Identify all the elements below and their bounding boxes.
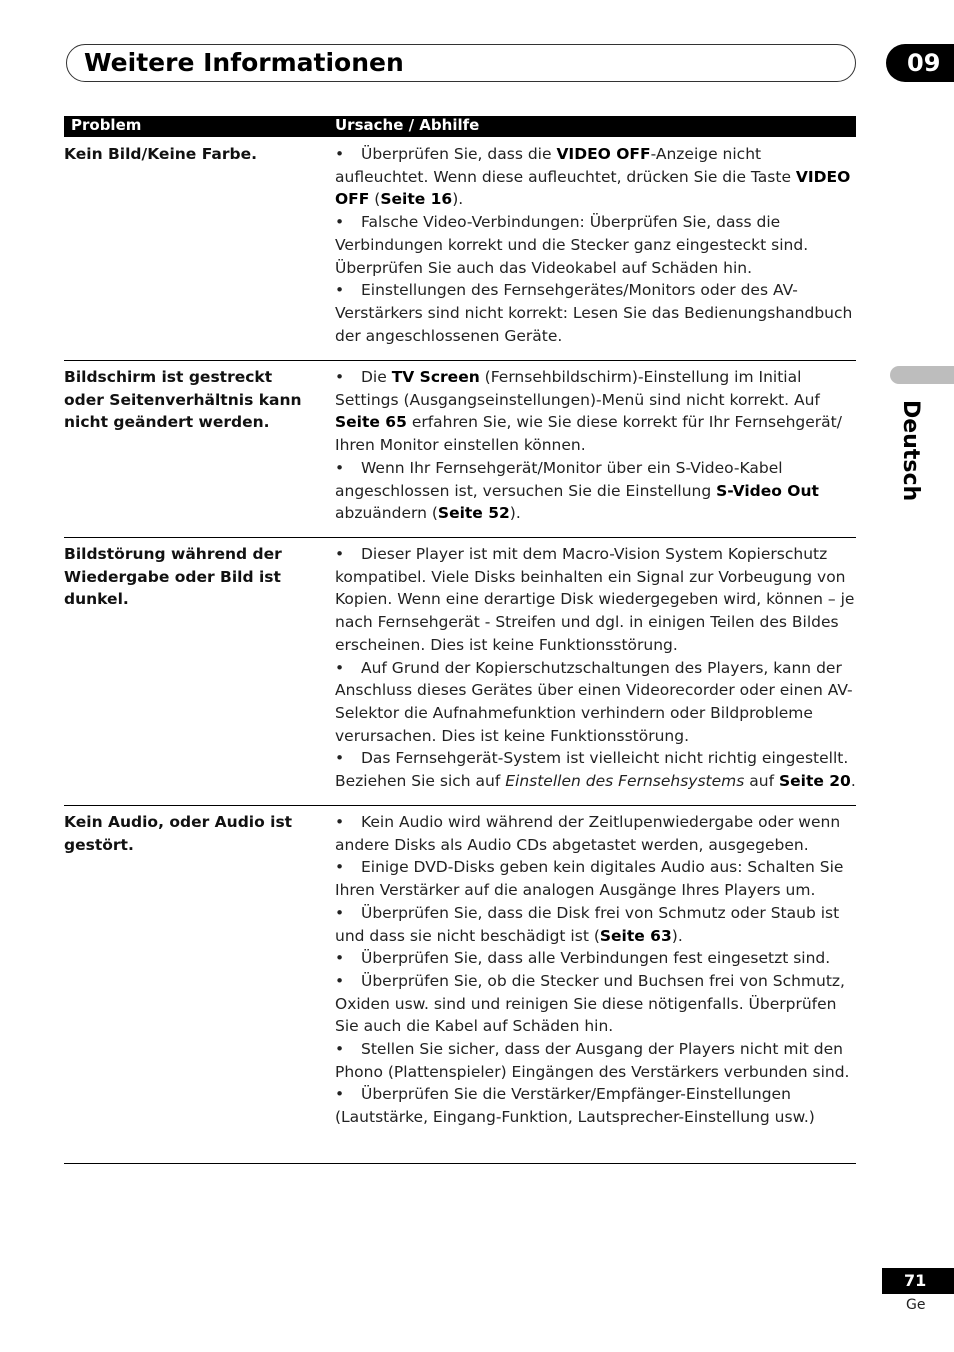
bullet-icon: • (335, 545, 345, 563)
bullet-icon: • (335, 145, 345, 163)
bullet-icon: • (335, 368, 345, 386)
remedy-bullet-item: • Falsche Video-Verbindungen: Überprüfen Sie, dass die Verbindungen korrekt und die Stecker ganz eingesteckt sind. Überprüfen Sie auch das Videokabel auf Schäden hin. (335, 213, 809, 277)
table-row (64, 805, 856, 1164)
bullet-icon: • (335, 1040, 345, 1059)
bullet-icon: • (335, 903, 345, 922)
table-row (64, 360, 856, 538)
language-label: Deutsch (898, 400, 923, 502)
remedy-bullet-item: • Wenn Ihr Fernsehgerät/Monitor über ein S-Video-Kabel angeschlossen ist, versuchen Sie die Einstellung S-Video Out abzuändern (Seite 52). (335, 458, 819, 523)
bullet-icon: • (335, 1085, 345, 1104)
bullet-icon: • (335, 213, 345, 232)
bullet-icon: • (335, 858, 345, 877)
bullet-icon: • (335, 813, 345, 831)
cause-remedy-text (335, 543, 859, 793)
remedy-bullet-item: • Die TV Screen (Fernsehbildschirm)-Einstellung im Initial Settings (Ausgangseinstellungen)-Menü sind nicht korrekt. Auf Seite 65 erfahren Sie, wie Sie diese korrekt für Ihr Fernsehgerät/ Ihren Monitor einstellen können. (335, 368, 842, 455)
problem-text: Bildschirm ist gestreckt oder Seitenverhältnis kann nicht geändert werden. (64, 368, 302, 431)
remedy-bullet-item: • Einstellungen des Fernsehgerätes/Monitors oder des AV-Verstärkers sind nicht korrekt: Lesen Sie das Bedienungshandbuch der angeschlossenen Geräte. (335, 281, 853, 345)
chapter-title: Weitere Informationen (84, 48, 404, 77)
remedy-bullet-item: • Kein Audio wird während der Zeitlupenwiedergabe oder wenn andere Disks als Audio CDs abgetastet werden, ausgegeben. (335, 813, 841, 854)
chapter-header (66, 44, 856, 82)
remedy-bullet-item: • Überprüfen Sie, dass die Disk frei von Schmutz oder Staub ist und dass sie nicht beschädigt ist (Seite 63). (335, 903, 840, 945)
problem-text: Kein Audio, oder Audio ist gestört. (64, 813, 293, 854)
remedy-bullet-item: • Überprüfen Sie, dass die VIDEO OFF-Anzeige nicht aufleuchtet. Wenn diese aufleuchtet, drücken Sie die Taste VIDEO OFF (Seite 16). (335, 145, 851, 209)
remedy-bullet-item: • Dieser Player ist mit dem Macro-Vision System Kopierschutz kompatibel. Viele Disks beinhalten ein Signal zur Vorbeugung von Kopien. Wenn eine derartige Disk wiedergegeben wird, können – je nach Fernsehgerät - Streifen und dgl. in einigen Teilen des Bildes erscheinen. Dies ist keine Funktionsstörung. (335, 545, 855, 654)
chapter-number-badge: 09 (886, 44, 954, 82)
bullet-icon: • (335, 749, 345, 768)
problem-text: Kein Bild/Keine Farbe. (64, 145, 257, 163)
cause-remedy-text (335, 143, 859, 347)
column-header-cause: Ursache / Abhilfe (335, 116, 480, 134)
remedy-bullet-item: • Das Fernsehgerät-System ist vielleicht nicht richtig eingestellt. Beziehen Sie sich auf Einstellen des Fernsehsystems auf Seite 20. (335, 749, 856, 791)
page-number: 71 (882, 1268, 954, 1294)
bullet-icon: • (335, 281, 345, 300)
table-row (64, 137, 856, 361)
remedy-bullet-item: • Einige DVD-Disks geben kein digitales Audio aus: Schalten Sie Ihren Verstärker auf die analogen Ausgänge Ihres Players um. (335, 858, 844, 900)
bullet-icon: • (335, 949, 345, 968)
remedy-bullet-item: • Stellen Sie sicher, dass der Ausgang der Players nicht mit den Phono (Plattenspieler) Eingängen des Verstärkers verbunden sind. (335, 1040, 850, 1081)
cause-remedy-text (335, 366, 859, 525)
remedy-bullet-item: • Überprüfen Sie die Verstärker/Empfänger-Einstellungen (Lautstärke, Eingang-Funktion, Lautsprecher-Einstellung usw.) (335, 1085, 815, 1127)
problem-text: Bildstörung während der Wiedergabe oder Bild ist dunkel. (64, 545, 282, 608)
remedy-bullet-item: • Auf Grund der Kopierschutzschaltungen des Players, kann der Anschluss dieses Gerätes über einen Videorecorder oder einen AV-Selektor die Aufnahmefunktion verhindern oder Bildprobleme verursachen. Dies ist keine Funktionsstörung. (335, 658, 853, 745)
bullet-icon: • (335, 971, 345, 990)
table-header (64, 116, 856, 137)
bullet-icon: • (335, 658, 345, 677)
page-language-code: Ge (906, 1297, 926, 1313)
column-header-problem: Problem (71, 116, 142, 134)
remedy-bullet-item: • Überprüfen Sie, ob die Stecker und Buchsen frei von Schmutz, Oxiden usw. sind und reinigen Sie diese nötigenfalls. Überprüfen Sie auch die Kabel auf Schäden hin. (335, 971, 845, 1036)
bullet-icon: • (335, 458, 345, 477)
cause-remedy-text (335, 811, 859, 1129)
table-row (64, 537, 856, 806)
remedy-bullet-item: • Überprüfen Sie, dass alle Verbindungen fest eingesetzt sind. (335, 947, 859, 970)
language-tab-marker (890, 366, 954, 384)
